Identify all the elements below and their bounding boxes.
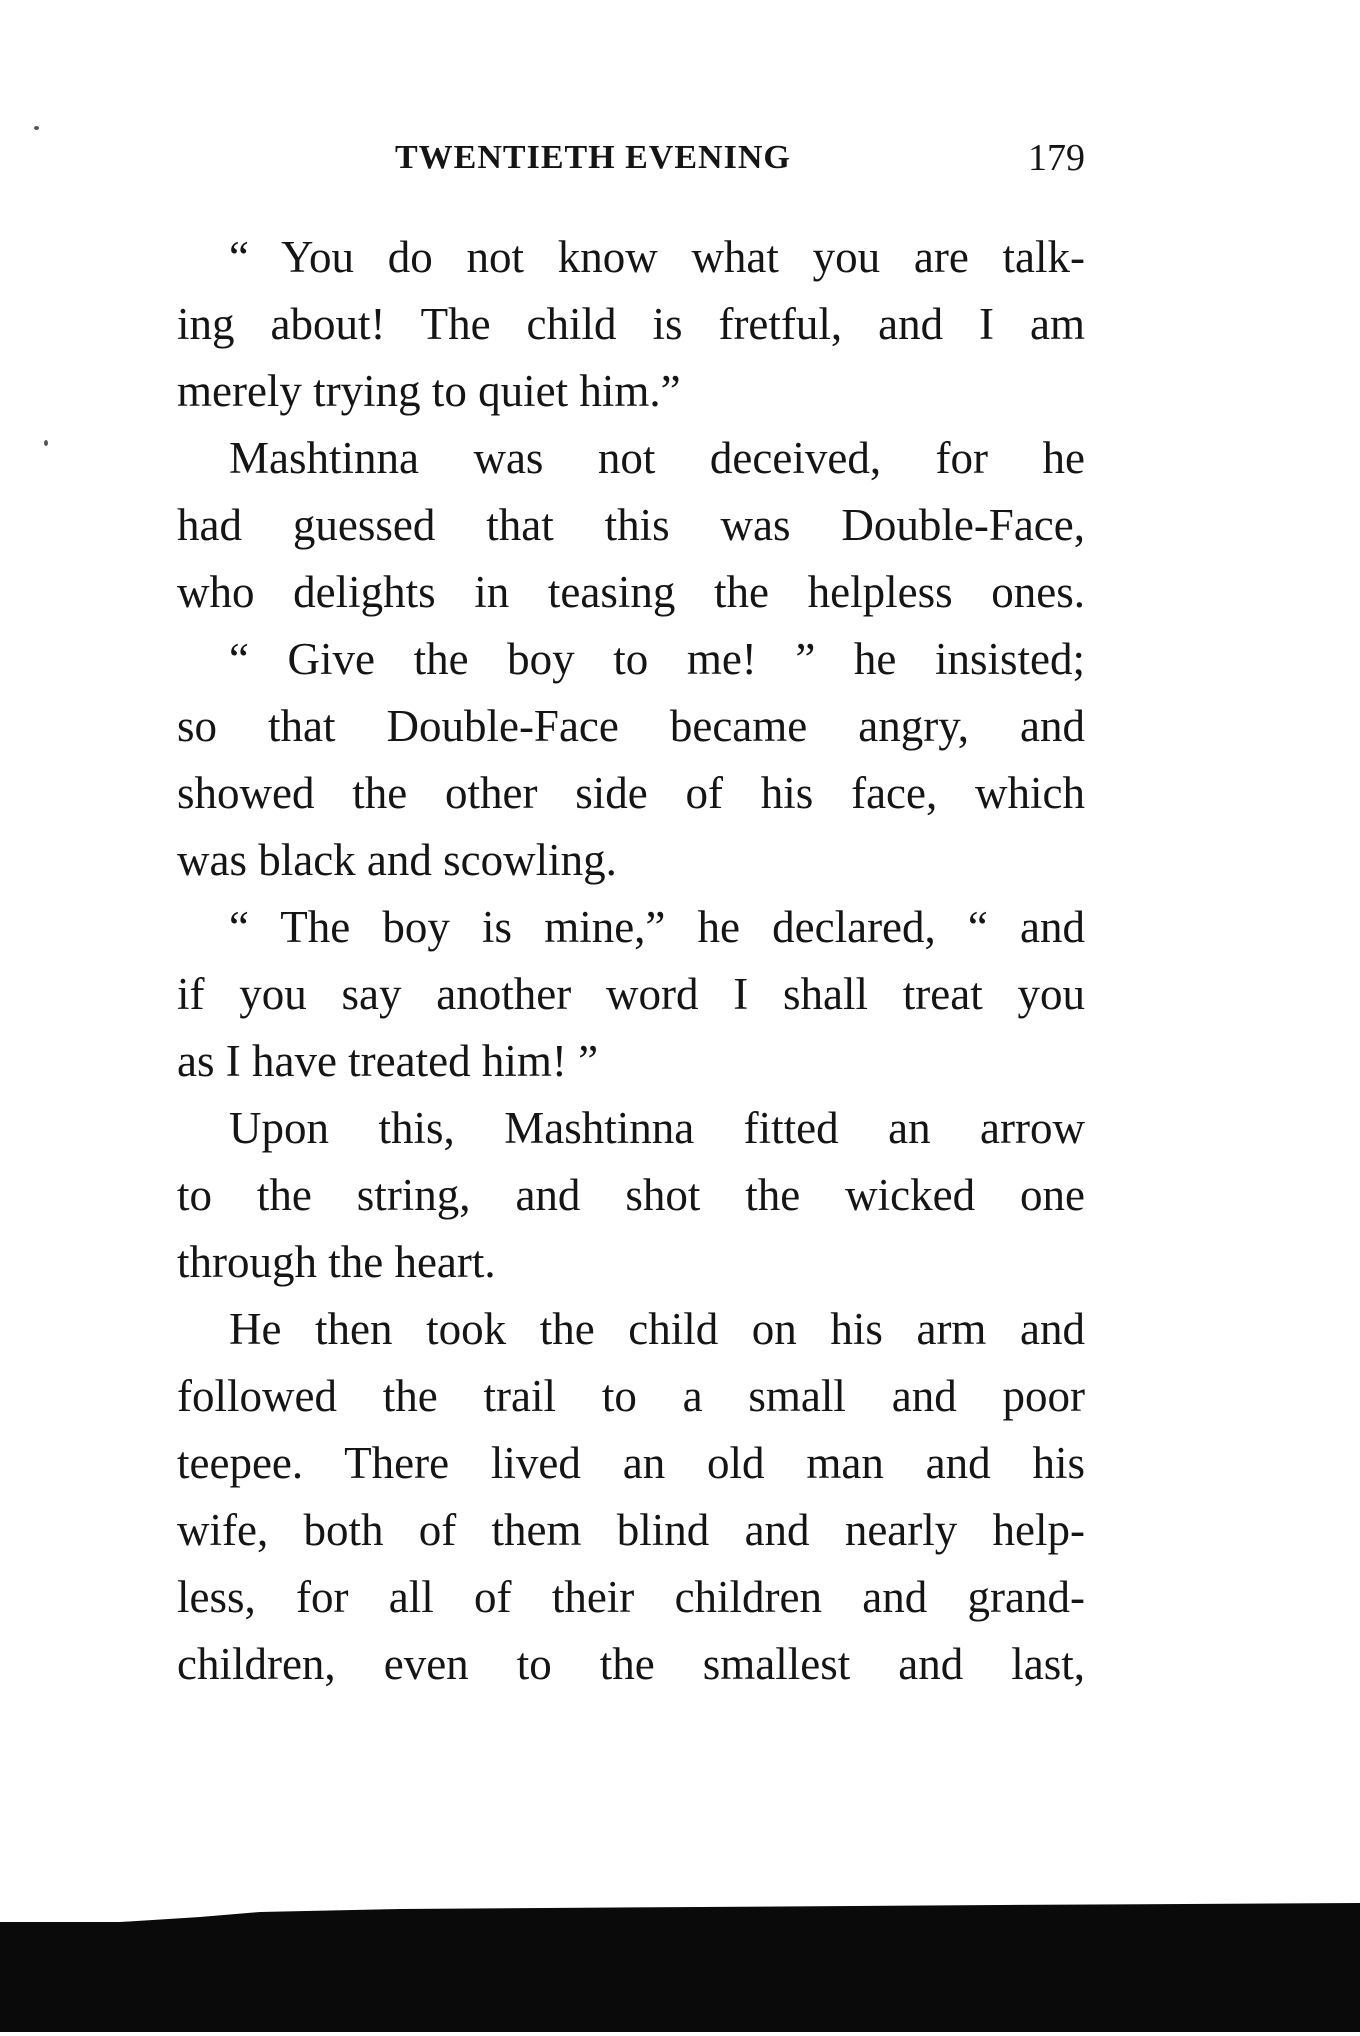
text-line: children, even to the smallest and last,	[177, 1639, 1085, 1689]
text-line: had guessed that this was Double-Face,	[177, 500, 1085, 550]
text-line: teepee. There lived an old man and his	[177, 1438, 1085, 1488]
text-line: “ You do not know what you are talk-	[229, 232, 1085, 282]
text-line: He then took the child on his arm and	[229, 1304, 1085, 1354]
body-text	[177, 224, 1085, 1698]
scan-speck	[44, 440, 48, 446]
text-line: “ Give the boy to me! ” he insisted;	[229, 634, 1085, 684]
text-line: so that Double-Face became angry, and	[177, 701, 1085, 751]
text-line: to the string, and shot the wicked one	[177, 1170, 1085, 1220]
running-title: TWENTIETH EVENING	[395, 139, 791, 176]
text-line: who delights in teasing the helpless ones.	[177, 567, 1085, 617]
scan-speck	[34, 126, 39, 130]
text-line: was black and scowling.	[177, 835, 617, 885]
text-line: merely trying to quiet him.”	[177, 366, 681, 416]
page-number: 179	[1028, 137, 1085, 179]
running-head	[395, 132, 1085, 184]
text-line: through the heart.	[177, 1237, 496, 1287]
text-line: “ The boy is mine,” he declared, “ and	[229, 902, 1085, 952]
text-line: showed the other side of his face, which	[177, 768, 1085, 818]
text-line: followed the trail to a small and poor	[177, 1371, 1085, 1421]
text-line: as I have treated him! ”	[177, 1036, 599, 1086]
scan-bottom-border	[0, 1922, 1360, 2032]
text-line: if you say another word I shall treat you	[177, 969, 1085, 1019]
text-line: Upon this, Mashtinna fitted an arrow	[229, 1103, 1085, 1153]
text-line: wife, both of them blind and nearly help-	[177, 1505, 1085, 1555]
text-line: less, for all of their children and grand-	[177, 1572, 1085, 1622]
text-line: Mashtinna was not deceived, for he	[229, 433, 1085, 483]
text-line: ing about! The child is fretful, and I am	[177, 299, 1085, 349]
